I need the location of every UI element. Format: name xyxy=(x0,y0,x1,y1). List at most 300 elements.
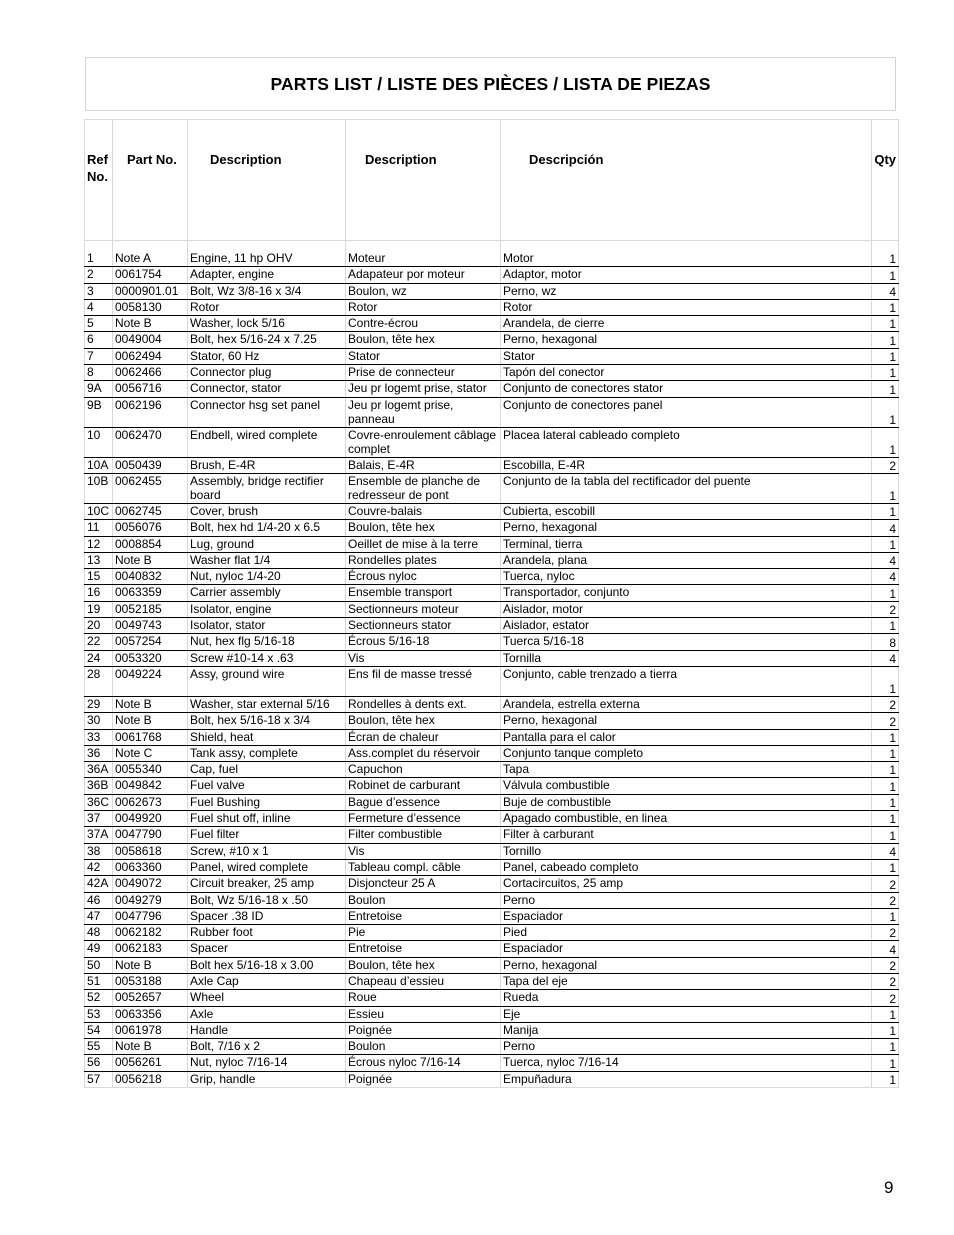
table-row xyxy=(85,332,899,348)
cell-description-en: Tank assy, complete xyxy=(188,745,346,761)
cell-description-fr: Moteur xyxy=(346,241,501,267)
cell-qty: 1 xyxy=(872,778,899,794)
parts-table xyxy=(84,119,899,1088)
cell-qty: 1 xyxy=(872,397,899,427)
cell-qty: 2 xyxy=(872,990,899,1006)
cell-ref: 8 xyxy=(85,365,113,381)
table-row xyxy=(85,762,899,778)
table-row xyxy=(85,381,899,397)
cell-part-no: 0062196 xyxy=(113,397,188,427)
header-description-fr: Description xyxy=(346,120,501,241)
table-row xyxy=(85,601,899,617)
cell-qty: 1 xyxy=(872,585,899,601)
cell-description-es: Cubierta, escobill xyxy=(501,503,872,519)
cell-part-no: Note B xyxy=(113,713,188,729)
cell-description-en: Axle xyxy=(188,1006,346,1022)
cell-description-en: Washer flat 1/4 xyxy=(188,552,346,568)
cell-part-no: 0058618 xyxy=(113,843,188,859)
table-row xyxy=(85,241,899,267)
cell-part-no: Note A xyxy=(113,241,188,267)
cell-ref: 30 xyxy=(85,713,113,729)
cell-qty: 1 xyxy=(872,316,899,332)
cell-description-es: Arandela, de cierre xyxy=(501,316,872,332)
cell-part-no: 0056076 xyxy=(113,520,188,536)
cell-description-fr: Robinet de carburant xyxy=(346,778,501,794)
table-row xyxy=(85,585,899,601)
cell-part-no: 0049743 xyxy=(113,618,188,634)
cell-ref: 42A xyxy=(85,876,113,892)
cell-qty: 1 xyxy=(872,1039,899,1055)
cell-description-es: Rueda xyxy=(501,990,872,1006)
cell-ref: 36 xyxy=(85,745,113,761)
cell-description-es: Perno xyxy=(501,892,872,908)
cell-description-es: Tapa del eje xyxy=(501,973,872,989)
cell-description-en: Bolt, Wz 5/16-18 x .50 xyxy=(188,892,346,908)
cell-description-es: Arandela, estrella externa xyxy=(501,696,872,712)
cell-ref: 36B xyxy=(85,778,113,794)
cell-description-es: Aislador, estator xyxy=(501,618,872,634)
cell-ref: 36A xyxy=(85,762,113,778)
cell-ref: 57 xyxy=(85,1071,113,1087)
cell-description-en: Handle xyxy=(188,1022,346,1038)
cell-qty: 1 xyxy=(872,908,899,924)
cell-description-fr: Rotor xyxy=(346,299,501,315)
cell-qty: 1 xyxy=(872,332,899,348)
table-row xyxy=(85,990,899,1006)
cell-qty: 1 xyxy=(872,745,899,761)
cell-qty: 1 xyxy=(872,381,899,397)
cell-part-no: 0062494 xyxy=(113,348,188,364)
table-row xyxy=(85,503,899,519)
cell-description-fr: Bague d’essence xyxy=(346,794,501,810)
cell-description-fr: Ensemble de planche de redresseur de pont xyxy=(346,473,501,503)
cell-description-es: Motor xyxy=(501,241,872,267)
cell-ref: 15 xyxy=(85,569,113,585)
cell-part-no: Note B xyxy=(113,696,188,712)
cell-part-no: 0053320 xyxy=(113,650,188,666)
cell-part-no: 0062466 xyxy=(113,365,188,381)
cell-description-fr: Jeu pr logemt prise, panneau xyxy=(346,397,501,427)
cell-description-es: Conjunto, cable trenzado a tierra xyxy=(501,666,872,696)
cell-description-es: Aislador, motor xyxy=(501,601,872,617)
table-row xyxy=(85,427,899,457)
table-row xyxy=(85,729,899,745)
cell-ref: 9B xyxy=(85,397,113,427)
cell-ref: 53 xyxy=(85,1006,113,1022)
cell-description-es: Válvula combustible xyxy=(501,778,872,794)
header-ref: Ref No. xyxy=(85,120,113,241)
cell-description-fr: Boulon, tête hex xyxy=(346,332,501,348)
table-row xyxy=(85,811,899,827)
cell-part-no: 0040832 xyxy=(113,569,188,585)
cell-description-es: Apagado combustible, en linea xyxy=(501,811,872,827)
cell-description-fr: Covre-enroulement câblage complet xyxy=(346,427,501,457)
cell-part-no: 0056261 xyxy=(113,1055,188,1071)
cell-description-fr: Filter combustible xyxy=(346,827,501,843)
cell-description-en: Isolator, engine xyxy=(188,601,346,617)
cell-description-es: Panel, cabeado completo xyxy=(501,859,872,875)
cell-qty: 1 xyxy=(872,299,899,315)
cell-description-es: Manija xyxy=(501,1022,872,1038)
cell-description-es: Tornilla xyxy=(501,650,872,666)
cell-description-en: Bolt hex 5/16-18 x 3.00 xyxy=(188,957,346,973)
cell-description-es: Tuerca, nyloc 7/16-14 xyxy=(501,1055,872,1071)
cell-description-en: Adapter, engine xyxy=(188,267,346,283)
cell-description-en: Screw, #10 x 1 xyxy=(188,843,346,859)
cell-qty: 1 xyxy=(872,1055,899,1071)
cell-description-en: Spacer xyxy=(188,941,346,957)
cell-part-no: 0000901.01 xyxy=(113,283,188,299)
cell-description-en: Isolator, stator xyxy=(188,618,346,634)
table-row xyxy=(85,859,899,875)
table-row xyxy=(85,473,899,503)
cell-description-es: Perno, wz xyxy=(501,283,872,299)
cell-part-no: 0052657 xyxy=(113,990,188,1006)
cell-ref: 4 xyxy=(85,299,113,315)
table-row xyxy=(85,794,899,810)
table-row xyxy=(85,876,899,892)
cell-description-en: Circuit breaker, 25 amp xyxy=(188,876,346,892)
cell-ref: 13 xyxy=(85,552,113,568)
cell-description-fr: Chapeau d’essieu xyxy=(346,973,501,989)
cell-ref: 49 xyxy=(85,941,113,957)
cell-description-en: Fuel valve xyxy=(188,778,346,794)
cell-ref: 12 xyxy=(85,536,113,552)
cell-part-no: 0062183 xyxy=(113,941,188,957)
cell-description-es: Conjunto de conectores panel xyxy=(501,397,872,427)
table-row xyxy=(85,316,899,332)
cell-ref: 6 xyxy=(85,332,113,348)
cell-description-fr: Jeu pr logemt prise, stator xyxy=(346,381,501,397)
cell-qty: 1 xyxy=(872,503,899,519)
table-row xyxy=(85,696,899,712)
cell-description-en: Bolt, 7/16 x 2 xyxy=(188,1039,346,1055)
cell-description-en: Assy, ground wire xyxy=(188,666,346,696)
cell-part-no: 0047796 xyxy=(113,908,188,924)
cell-part-no: 0052185 xyxy=(113,601,188,617)
cell-description-es: Cortacircuitos, 25 amp xyxy=(501,876,872,892)
table-row xyxy=(85,827,899,843)
cell-qty: 2 xyxy=(872,457,899,473)
cell-part-no: 0056218 xyxy=(113,1071,188,1087)
cell-ref: 7 xyxy=(85,348,113,364)
page-number: 9 xyxy=(884,1178,894,1197)
table-row xyxy=(85,666,899,696)
cell-description-en: Cover, brush xyxy=(188,503,346,519)
cell-description-es: Terminal, tierra xyxy=(501,536,872,552)
cell-description-es: Tuerca 5/16-18 xyxy=(501,634,872,650)
cell-description-es: Eje xyxy=(501,1006,872,1022)
cell-description-fr: Boulon, tête hex xyxy=(346,957,501,973)
cell-part-no: 0049004 xyxy=(113,332,188,348)
cell-description-es: Escobilla, E-4R xyxy=(501,457,872,473)
cell-part-no: 0062182 xyxy=(113,925,188,941)
table-row xyxy=(85,397,899,427)
cell-description-fr: Capuchon xyxy=(346,762,501,778)
cell-part-no: 0061768 xyxy=(113,729,188,745)
cell-part-no: 0062745 xyxy=(113,503,188,519)
cell-ref: 33 xyxy=(85,729,113,745)
cell-description-es: Tapón del conector xyxy=(501,365,872,381)
cell-description-es: Perno, hexagonal xyxy=(501,520,872,536)
cell-description-en: Bolt, Wz 3/8-16 x 3/4 xyxy=(188,283,346,299)
cell-description-fr: Vis xyxy=(346,843,501,859)
table-row xyxy=(85,908,899,924)
cell-description-fr: Boulon xyxy=(346,1039,501,1055)
cell-ref: 10A xyxy=(85,457,113,473)
cell-description-fr: Ass.complet du réservoir xyxy=(346,745,501,761)
cell-qty: 4 xyxy=(872,843,899,859)
cell-description-en: Assembly, bridge rectifier board xyxy=(188,473,346,503)
cell-description-fr: Rondelles plates xyxy=(346,552,501,568)
cell-part-no: Note C xyxy=(113,745,188,761)
cell-description-fr: Écrous 5/16-18 xyxy=(346,634,501,650)
cell-description-en: Wheel xyxy=(188,990,346,1006)
cell-qty: 8 xyxy=(872,634,899,650)
cell-description-es: Pied xyxy=(501,925,872,941)
cell-description-en: Brush, E-4R xyxy=(188,457,346,473)
table-row xyxy=(85,941,899,957)
cell-qty: 1 xyxy=(872,811,899,827)
cell-qty: 2 xyxy=(872,876,899,892)
cell-part-no: 0057254 xyxy=(113,634,188,650)
cell-part-no: Note B xyxy=(113,552,188,568)
cell-ref: 16 xyxy=(85,585,113,601)
cell-description-fr: Stator xyxy=(346,348,501,364)
cell-ref: 38 xyxy=(85,843,113,859)
cell-description-fr: Disjoncteur 25 A xyxy=(346,876,501,892)
cell-qty: 2 xyxy=(872,925,899,941)
cell-description-fr: Poignée xyxy=(346,1071,501,1087)
cell-description-fr: Vis xyxy=(346,650,501,666)
header-description-en: Description xyxy=(188,120,346,241)
cell-ref: 3 xyxy=(85,283,113,299)
table-row xyxy=(85,1039,899,1055)
table-row xyxy=(85,618,899,634)
table-row xyxy=(85,925,899,941)
cell-description-fr: Ensemble transport xyxy=(346,585,501,601)
table-row xyxy=(85,973,899,989)
cell-description-fr: Rondelles à dents ext. xyxy=(346,696,501,712)
cell-qty: 1 xyxy=(872,473,899,503)
table-row xyxy=(85,299,899,315)
cell-description-en: Carrier assembly xyxy=(188,585,346,601)
cell-description-es: Tapa xyxy=(501,762,872,778)
cell-description-es: Arandela, plana xyxy=(501,552,872,568)
cell-description-en: Rotor xyxy=(188,299,346,315)
cell-qty: 4 xyxy=(872,283,899,299)
cell-part-no: 0056716 xyxy=(113,381,188,397)
cell-qty: 1 xyxy=(872,827,899,843)
cell-description-fr: Boulon, tête hex xyxy=(346,520,501,536)
cell-description-fr: Boulon xyxy=(346,892,501,908)
cell-description-en: Cap, fuel xyxy=(188,762,346,778)
cell-ref: 51 xyxy=(85,973,113,989)
cell-qty: 4 xyxy=(872,520,899,536)
cell-description-es: Transportador, conjunto xyxy=(501,585,872,601)
cell-qty: 1 xyxy=(872,618,899,634)
cell-description-es: Conjunto de la tabla del rectificador del puente xyxy=(501,473,872,503)
cell-ref: 1 xyxy=(85,241,113,267)
cell-description-en: Bolt, hex 5/16-18 x 3/4 xyxy=(188,713,346,729)
table-row xyxy=(85,283,899,299)
title-box xyxy=(85,57,896,111)
cell-description-en: Connector, stator xyxy=(188,381,346,397)
cell-description-fr: Sectionneurs stator xyxy=(346,618,501,634)
cell-description-fr: Contre-écrou xyxy=(346,316,501,332)
cell-ref: 11 xyxy=(85,520,113,536)
cell-description-en: Connector hsg set panel xyxy=(188,397,346,427)
cell-qty: 4 xyxy=(872,941,899,957)
cell-description-en: Fuel filter xyxy=(188,827,346,843)
cell-description-en: Axle Cap xyxy=(188,973,346,989)
cell-ref: 24 xyxy=(85,650,113,666)
cell-part-no: Note B xyxy=(113,316,188,332)
table-row xyxy=(85,569,899,585)
cell-description-en: Screw #10-14 x .63 xyxy=(188,650,346,666)
table-row xyxy=(85,1006,899,1022)
cell-qty: 4 xyxy=(872,569,899,585)
cell-description-es: Buje de combustible xyxy=(501,794,872,810)
header-part-no: Part No. xyxy=(113,120,188,241)
cell-qty: 4 xyxy=(872,552,899,568)
cell-description-fr: Entretoise xyxy=(346,941,501,957)
table-row xyxy=(85,348,899,364)
cell-part-no: 0049072 xyxy=(113,876,188,892)
table-row xyxy=(85,267,899,283)
cell-description-es: Perno xyxy=(501,1039,872,1055)
cell-ref: 29 xyxy=(85,696,113,712)
cell-ref: 19 xyxy=(85,601,113,617)
cell-ref: 48 xyxy=(85,925,113,941)
cell-part-no: 0050439 xyxy=(113,457,188,473)
cell-qty: 1 xyxy=(872,666,899,696)
table-row xyxy=(85,552,899,568)
cell-description-fr: Poignée xyxy=(346,1022,501,1038)
table-row xyxy=(85,713,899,729)
cell-description-fr: Sectionneurs moteur xyxy=(346,601,501,617)
table-row xyxy=(85,1055,899,1071)
cell-description-es: Tornillo xyxy=(501,843,872,859)
cell-qty: 2 xyxy=(872,601,899,617)
cell-description-en: Nut, hex flg 5/16-18 xyxy=(188,634,346,650)
cell-part-no: 0049279 xyxy=(113,892,188,908)
cell-description-fr: Fermeture d’essence xyxy=(346,811,501,827)
cell-part-no: 0063359 xyxy=(113,585,188,601)
cell-ref: 55 xyxy=(85,1039,113,1055)
cell-description-fr: Entretoise xyxy=(346,908,501,924)
cell-part-no: 0058130 xyxy=(113,299,188,315)
cell-qty: 1 xyxy=(872,427,899,457)
cell-ref: 22 xyxy=(85,634,113,650)
cell-description-es: Stator xyxy=(501,348,872,364)
cell-description-en: Endbell, wired complete xyxy=(188,427,346,457)
cell-description-es: Empuñadura xyxy=(501,1071,872,1087)
cell-description-fr: Écrous nyloc xyxy=(346,569,501,585)
cell-ref: 36C xyxy=(85,794,113,810)
cell-description-fr: Prise de connecteur xyxy=(346,365,501,381)
cell-ref: 9A xyxy=(85,381,113,397)
header-qty: Qty xyxy=(872,120,899,241)
cell-qty: 1 xyxy=(872,348,899,364)
table-row xyxy=(85,365,899,381)
table-row xyxy=(85,520,899,536)
cell-description-fr: Boulon, tête hex xyxy=(346,713,501,729)
cell-description-es: Espaciador xyxy=(501,908,872,924)
cell-ref: 46 xyxy=(85,892,113,908)
cell-qty: 2 xyxy=(872,892,899,908)
cell-description-fr: Pie xyxy=(346,925,501,941)
cell-description-es: Placea lateral cableado completo xyxy=(501,427,872,457)
cell-ref: 2 xyxy=(85,267,113,283)
cell-ref: 37 xyxy=(85,811,113,827)
cell-ref: 54 xyxy=(85,1022,113,1038)
cell-description-es: Perno, hexagonal xyxy=(501,713,872,729)
cell-description-fr: Boulon, wz xyxy=(346,283,501,299)
cell-qty: 1 xyxy=(872,1071,899,1087)
cell-qty: 1 xyxy=(872,241,899,267)
cell-description-fr: Écran de chaleur xyxy=(346,729,501,745)
cell-description-fr: Balais, E-4R xyxy=(346,457,501,473)
cell-description-es: Filter à carburant xyxy=(501,827,872,843)
cell-description-en: Engine, 11 hp OHV xyxy=(188,241,346,267)
cell-part-no: 0063360 xyxy=(113,859,188,875)
cell-part-no: 0049842 xyxy=(113,778,188,794)
cell-ref: 10 xyxy=(85,427,113,457)
cell-description-fr: Couvre-balais xyxy=(346,503,501,519)
cell-qty: 2 xyxy=(872,957,899,973)
cell-description-fr: Tableau compl. câble xyxy=(346,859,501,875)
cell-description-fr: Essieu xyxy=(346,1006,501,1022)
cell-qty: 1 xyxy=(872,267,899,283)
cell-description-es: Conjunto de conectores stator xyxy=(501,381,872,397)
cell-description-es: Adaptor, motor xyxy=(501,267,872,283)
cell-part-no: 0049224 xyxy=(113,666,188,696)
cell-description-en: Lug, ground xyxy=(188,536,346,552)
cell-qty: 1 xyxy=(872,536,899,552)
cell-description-es: Rotor xyxy=(501,299,872,315)
table-row xyxy=(85,778,899,794)
cell-ref: 37A xyxy=(85,827,113,843)
header-description-es: Descripción xyxy=(501,120,872,241)
cell-part-no: 0049920 xyxy=(113,811,188,827)
cell-description-es: Tuerca, nyloc xyxy=(501,569,872,585)
cell-description-en: Nut, nyloc 7/16-14 xyxy=(188,1055,346,1071)
cell-description-en: Shield, heat xyxy=(188,729,346,745)
cell-qty: 1 xyxy=(872,1006,899,1022)
cell-part-no: 0062470 xyxy=(113,427,188,457)
table-row xyxy=(85,745,899,761)
cell-description-fr: Oeillet de mise à la terre xyxy=(346,536,501,552)
cell-ref: 42 xyxy=(85,859,113,875)
cell-description-en: Fuel Bushing xyxy=(188,794,346,810)
cell-ref: 50 xyxy=(85,957,113,973)
cell-qty: 1 xyxy=(872,859,899,875)
cell-qty: 1 xyxy=(872,365,899,381)
cell-qty: 1 xyxy=(872,794,899,810)
cell-description-en: Bolt, hex hd 1/4-20 x 6.5 xyxy=(188,520,346,536)
cell-description-es: Conjunto tanque completo xyxy=(501,745,872,761)
cell-description-en: Stator, 60 Hz xyxy=(188,348,346,364)
cell-part-no: 0062673 xyxy=(113,794,188,810)
cell-qty: 1 xyxy=(872,762,899,778)
table-row xyxy=(85,1071,899,1087)
cell-qty: 4 xyxy=(872,650,899,666)
cell-description-es: Espaciador xyxy=(501,941,872,957)
table-row xyxy=(85,536,899,552)
cell-description-en: Grip, handle xyxy=(188,1071,346,1087)
cell-ref: 52 xyxy=(85,990,113,1006)
